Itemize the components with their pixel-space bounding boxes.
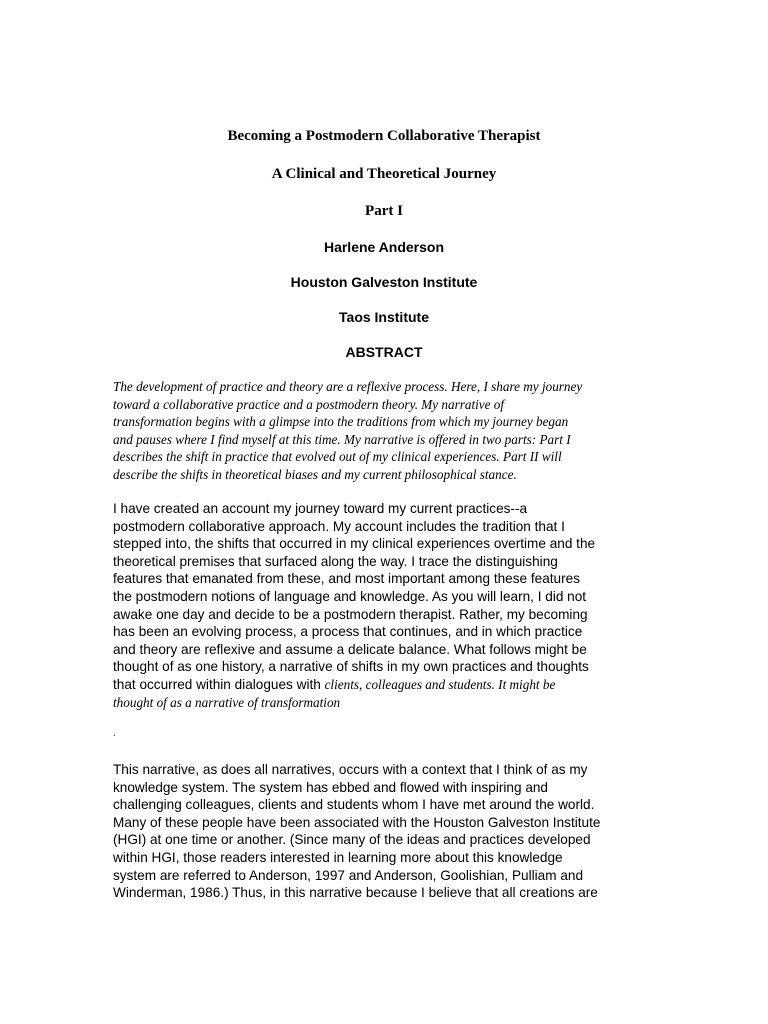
body-line: This narrative, as does all narratives, occurs with a context that I think of as my — [113, 762, 588, 777]
body-line-plain-part: that occurred within dialogues with — [113, 676, 325, 692]
affiliation-taos: Taos Institute — [339, 309, 429, 325]
body-line-italic: thought of as a narrative of transformation — [113, 694, 341, 710]
body-line: I have created an account my journey toward my current practices--a — [113, 501, 528, 516]
abstract-heading: ABSTRACT — [345, 344, 423, 360]
body-line: within HGI, those readers interested in learning more about this knowledge — [113, 849, 563, 865]
body-line-italic-part: clients, colleagues and students. It might be — [324, 676, 556, 692]
body-line: stepped into, the shifts that occurred in my clinical experiences overtime and the — [113, 536, 596, 552]
body-line: has been an evolving process, a process that continues, and in which practice — [113, 624, 583, 640]
body-line: (HGI) at one time or another. (Since many of the ideas and practices developed — [113, 832, 591, 848]
body-line-mixed — [113, 676, 653, 694]
body-line: thought of as one history, a narrative of shifts in my own practices and thoughts — [113, 659, 589, 675]
body-line: theoretical premises that surfaced along the way. I trace the distinguishing — [113, 553, 558, 569]
body-paragraph-1 — [113, 500, 653, 711]
body-line: the postmodern notions of language and knowledge. As you will learn, I did not — [113, 588, 587, 604]
author-name: Harlene Anderson — [323, 239, 445, 255]
body-line: knowledge system. The system has ebbed and flowed with inspiring and — [113, 779, 548, 795]
abstract-line: and pauses where I find myself at this time. My narrative is offered in two parts: Part I — [113, 431, 571, 447]
body-line: system are referred to Anderson, 1997 and Anderson, Goolishian, Pulliam and — [113, 867, 584, 883]
body-line: Many of these people have been associated with the Houston Galveston Institute — [113, 814, 601, 830]
abstract-line: toward a collaborative practice and a postmodern theory. My narrative of — [113, 396, 505, 412]
body-line: postmodern collaborative approach. My account includes the tradition that I — [113, 518, 565, 534]
abstract-line: describes the shift in practice that evolved out of my clinical experiences. Part II will — [113, 449, 562, 465]
body-line: features that emanated from these, and most important among these features — [113, 571, 580, 587]
body-line: challenging colleagues, clients and students whom I have met around the world. — [113, 797, 595, 813]
document-subtitle: A Clinical and Theoretical Journey — [271, 166, 497, 182]
stray-period: . — [113, 728, 116, 739]
abstract-line: transformation begins with a glimpse into the traditions from which my journey began — [113, 414, 569, 430]
affiliation-hgi: Houston Galveston Institute — [290, 274, 478, 290]
document-part: Part I — [365, 203, 403, 219]
abstract-line: describe the shifts in theoretical biases and my current philosophical stance. — [113, 466, 517, 482]
abstract-paragraph — [113, 378, 653, 484]
body-line: and theory are reflexive and assume a delicate balance. What follows might be — [113, 641, 587, 657]
body-paragraph-2 — [113, 761, 653, 902]
body-line: awake one day and decide to be a postmodern therapist. Rather, my becoming — [113, 606, 588, 622]
body-line: Winderman, 1986.) Thus, in this narrative because I believe that all creations are — [113, 885, 598, 901]
abstract-line: The development of practice and theory are a reflexive process. Here, I share my journey — [113, 379, 583, 394]
document-title: Becoming a Postmodern Collaborative Therapist — [227, 128, 541, 144]
